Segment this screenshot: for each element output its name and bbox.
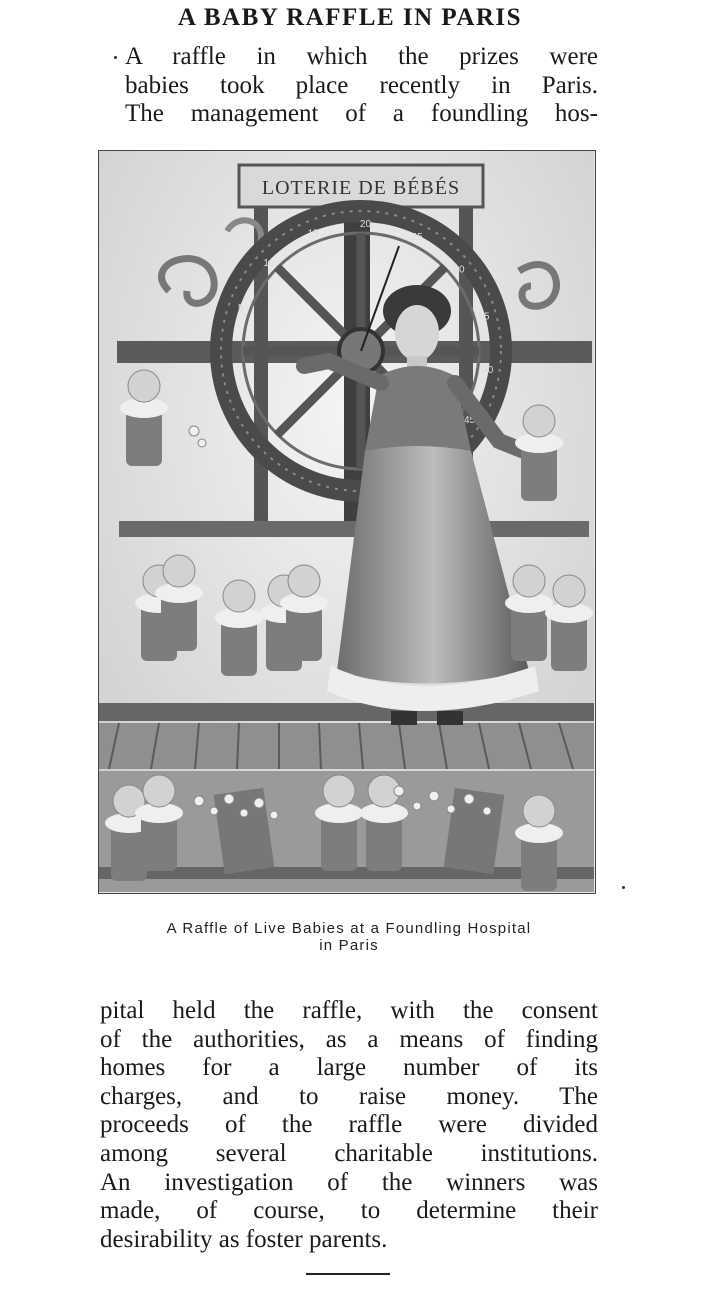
intro-paragraph xyxy=(100,43,598,129)
body-line: pital held the raffle, with the consent xyxy=(100,997,598,1024)
body-line: desirability as foster parents. xyxy=(100,1225,388,1253)
photo-caption xyxy=(100,920,598,954)
wheel-number: 25 xyxy=(411,231,423,243)
body-line: made, of course, to determine their xyxy=(100,1197,598,1225)
body-line: homes for a large number of its xyxy=(100,1054,598,1082)
wheel-number: 30 xyxy=(453,264,465,276)
raffle-photograph xyxy=(98,150,596,894)
wheel-number: 40 xyxy=(482,364,494,376)
print-speck xyxy=(622,886,625,889)
body-paragraph xyxy=(100,997,598,1254)
intro-line: The management of a foundling hos- xyxy=(125,100,598,128)
wheel-number: 10 xyxy=(263,258,275,270)
article-title: A BABY RAFFLE IN PARIS xyxy=(177,4,523,31)
wheel-number: 5 xyxy=(237,303,244,315)
intro-line: babies took place recently in Paris. xyxy=(125,71,598,99)
wheel-number: 20 xyxy=(359,219,372,231)
end-rule xyxy=(306,1273,390,1275)
intro-line: A raffle in which the prizes were xyxy=(125,43,598,70)
raffle-photo-illustration xyxy=(99,151,594,892)
wheel-number: 15 xyxy=(307,228,319,240)
body-line: proceeds of the raffle were divided xyxy=(100,1111,598,1139)
caption-line: A Raffle of Live Babies at a Foundling Hospital xyxy=(166,920,532,937)
print-speck xyxy=(114,56,117,59)
body-line: An investigation of the winners was xyxy=(100,1168,598,1196)
body-line: of the authorities, as a means of finding xyxy=(100,1025,598,1053)
lottery-sign-text: LOTERIE DE BÉBÉS xyxy=(261,177,461,199)
wheel-number: 45 xyxy=(463,414,476,426)
wheel-number: 35 xyxy=(478,311,490,323)
caption-line: in Paris xyxy=(319,937,379,954)
body-line: among several charitable institutions. xyxy=(100,1139,598,1167)
body-line: charges, and to raise money. The xyxy=(100,1082,598,1110)
